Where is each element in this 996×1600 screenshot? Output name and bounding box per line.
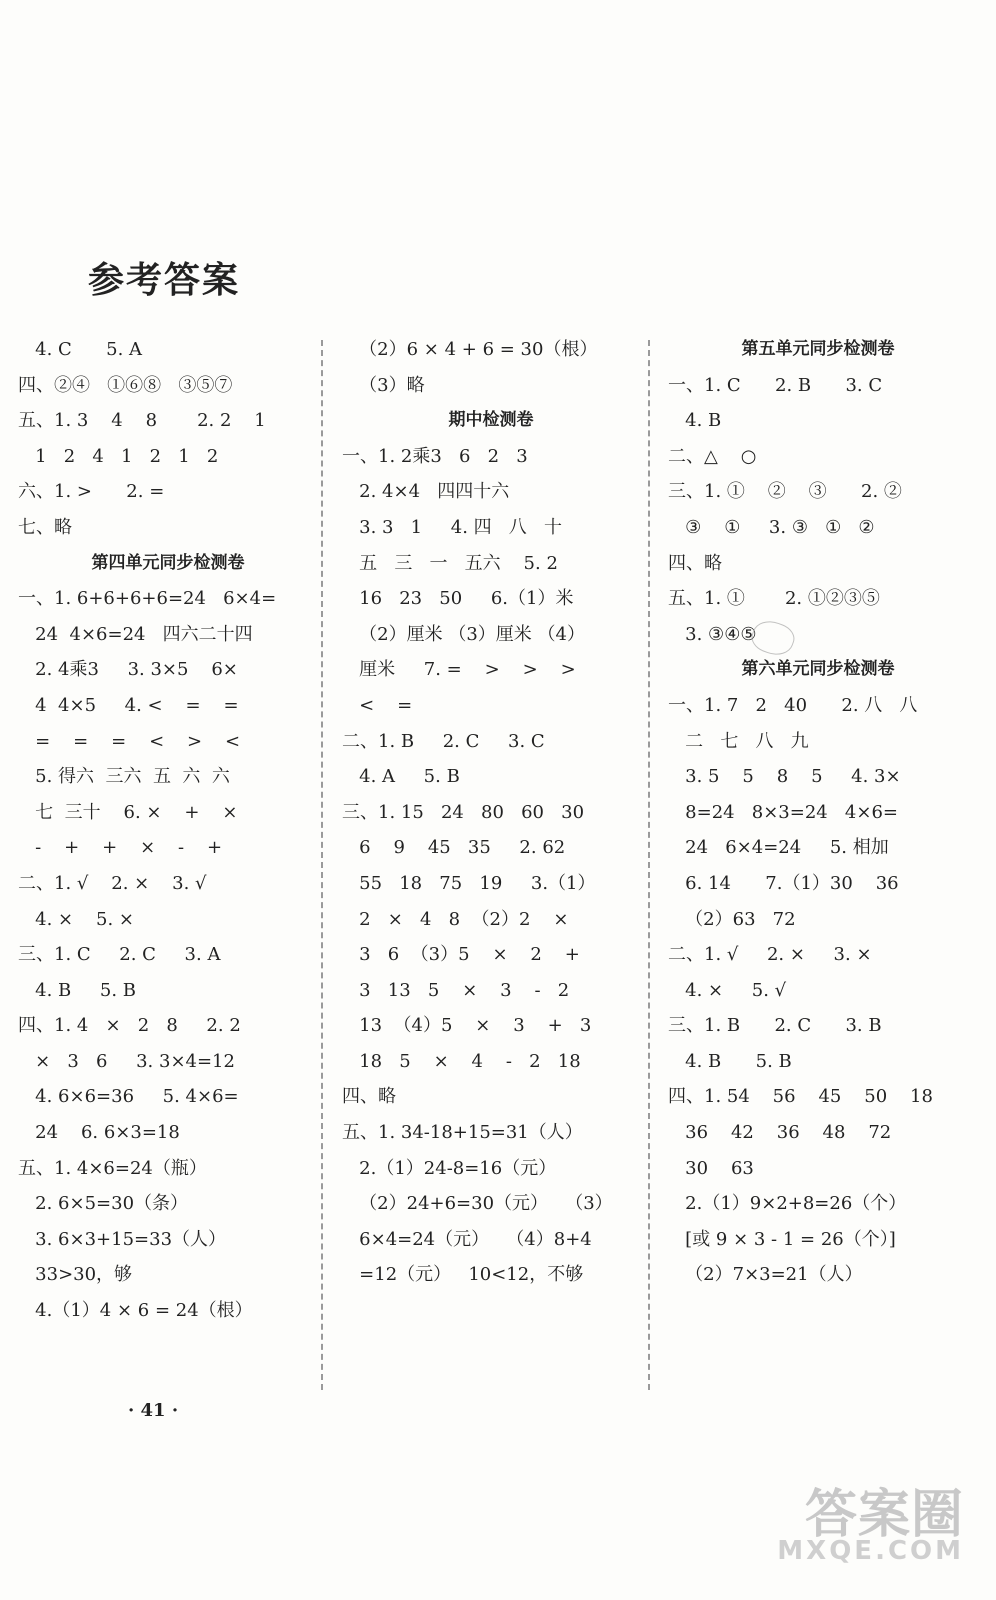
answer-line: 3. ③④⑤ [668,623,757,645]
answer-line: 2 × 4 8 （2）2 × [342,908,569,930]
answer-line: 三、1. ① ② ③ 2. ② [668,481,902,503]
answer-line: 6×4=24（元） （4）8+4 [342,1228,592,1250]
answer-line: 2.（1）9×2+8=26（个） [668,1193,907,1215]
answer-line: 16 23 50 6.（1）米 [342,588,574,610]
answer-line: 一、1. 6+6+6+6=24 6×4= [18,588,277,610]
answer-line: [或 9 × 3 - 1 = 26（个）] [668,1228,896,1250]
answer-line: 五、1. 34-18+15=31（人） [342,1122,583,1144]
section-heading: 期中检测卷 [448,410,534,431]
answer-line: 四、略 [668,552,722,574]
answer-line: 18 5 × 4 - 2 18 [342,1050,581,1072]
answer-line: 4. B [668,410,722,432]
answer-line: 4 4×5 4. < = = [18,694,239,716]
answer-line: 3. 5 5 8 5 4. 3× [668,766,901,788]
answer-line: 8=24 8×3=24 4×6= [668,801,898,823]
answer-line: 4. C 5. A [18,339,143,360]
answer-line: ③ ① 3. ③ ① ② [668,516,875,538]
answer-line: 四、1. 54 56 45 50 18 [668,1086,933,1108]
answer-line: 4. 6×6=36 5. 4×6= [18,1086,239,1108]
answer-line: 二、1. √ 2. × 3. √ [18,872,207,894]
answer-line: 30 63 [668,1157,754,1179]
answer-line: 3. 3 1 4. 四 八 十 [342,516,562,538]
answer-line: 3 13 5 × 3 - 2 [342,979,570,1001]
answer-line: - + + × - + [18,837,223,859]
answer-column-3 [668,332,968,1392]
page-title: 参考答案 [88,259,241,301]
answer-line: 四、略 [342,1086,396,1108]
answer-line: （2）厘米 （3）厘米 （4） [342,623,585,645]
answer-line: 4. B 5. B [668,1050,792,1072]
answer-line: 四、1. 4 × 2 8 2. 2 [18,1015,241,1037]
answer-line: 5. 得六 三六 五 六 六 [18,766,230,788]
answer-line: （2）63 72 [668,908,796,930]
answer-line: 一、1. 2乘3 6 2 3 [342,445,528,467]
answer-line: 3. 6×3+15=33（人） [18,1228,227,1250]
answer-line: 55 18 75 19 3.（1） [342,872,596,894]
answer-line: 二、1. √ 2. × 3. × [668,944,872,966]
answer-line: 36 42 36 48 72 [668,1122,892,1144]
answer-line: 4. A 5. B [342,766,460,788]
answer-line: 24 6×4=24 5. 相加 [668,837,889,859]
answer-line: （3）略 [342,374,425,396]
answer-line: 五、1. 4×6=24（瓶） [18,1157,207,1179]
answer-line: 2. 4乘3 3. 3×5 6× [18,659,238,681]
answer-line: 七 三十 6. × + × [18,801,238,823]
answer-column-1 [18,332,318,1392]
answer-line: 2. 4×4 四四十六 [342,481,510,503]
answer-line: 三、1. C 2. C 3. A [18,944,221,966]
answer-line: =12（元） 10<12，不够 [342,1264,584,1286]
answer-line: 三、1. B 2. C 3. B [668,1015,882,1037]
answer-line: × 3 6 3. 3×4=12 [18,1050,235,1072]
section-heading: 第六单元同步检测卷 [741,659,895,680]
answer-line: 4.（1）4 × 6 = 24（根） [18,1300,253,1322]
column-divider [648,340,650,1390]
answer-line: 24 4×6=24 四六二十四 [18,623,253,645]
answer-line: 6 9 45 35 2. 62 [342,837,566,859]
answer-line: 33>30，够 [18,1264,133,1286]
answer-line: 一、1. 7 2 40 2. 八 八 [668,694,918,716]
section-heading: 第四单元同步检测卷 [91,552,245,573]
answer-line: < = [342,694,413,716]
answer-line: 三、1. 15 24 80 60 30 [342,801,585,823]
answer-line: 6. 14 7.（1）30 36 [668,872,899,894]
answer-line: 厘米 7. = > > > [342,659,576,681]
answer-line: 四、②④ ①⑥⑧ ③⑤⑦ [18,374,233,396]
answer-line: 1 2 4 1 2 1 2 [18,445,219,467]
answer-line: 24 6. 6×3=18 [18,1122,180,1144]
answer-column-2 [342,332,640,1392]
watermark-url: MXQE.COM [777,1536,964,1566]
watermark-logo: 答案圈 [804,1485,964,1545]
answer-line: 4. × 5. √ [668,979,787,1001]
answer-line: 五 三 一 五六 5. 2 [342,552,558,574]
answer-line: 4. B 5. B [18,979,137,1001]
answer-line: 五、1. ① 2. ①②③⑤ [668,588,880,610]
section-heading: 第五单元同步检测卷 [741,339,895,359]
answer-line: 一、1. C 2. B 3. C [668,374,883,396]
answer-line: （2）7×3=21（人） [668,1264,863,1286]
answer-line: 六、1. > 2. = [18,481,165,503]
answer-line: 3 6 （3）5 × 2 + [342,944,580,966]
answer-line: 2. 6×5=30（条） [18,1193,189,1215]
answer-line: （2）6 × 4 + 6 = 30（根） [342,339,598,360]
answer-line: 五、1. 3 4 8 2. 2 1 [18,410,266,432]
answer-line: 二、△ ○ [668,445,757,467]
answer-line: 2.（1）24-8=16（元） [342,1157,557,1179]
answer-line: = = = < > < [18,730,241,752]
answer-line: 13 （4）5 × 3 + 3 [342,1015,592,1037]
answer-line: （2）24+6=30（元） （3） [342,1193,613,1215]
answer-line: 七、略 [18,516,72,538]
answer-line: 4. × 5. × [18,908,135,930]
page-number: · 41 · [128,1400,179,1421]
column-divider [321,340,323,1390]
answer-line: 二 七 八 九 [668,730,809,752]
answer-line: 二、1. B 2. C 3. C [342,730,545,752]
